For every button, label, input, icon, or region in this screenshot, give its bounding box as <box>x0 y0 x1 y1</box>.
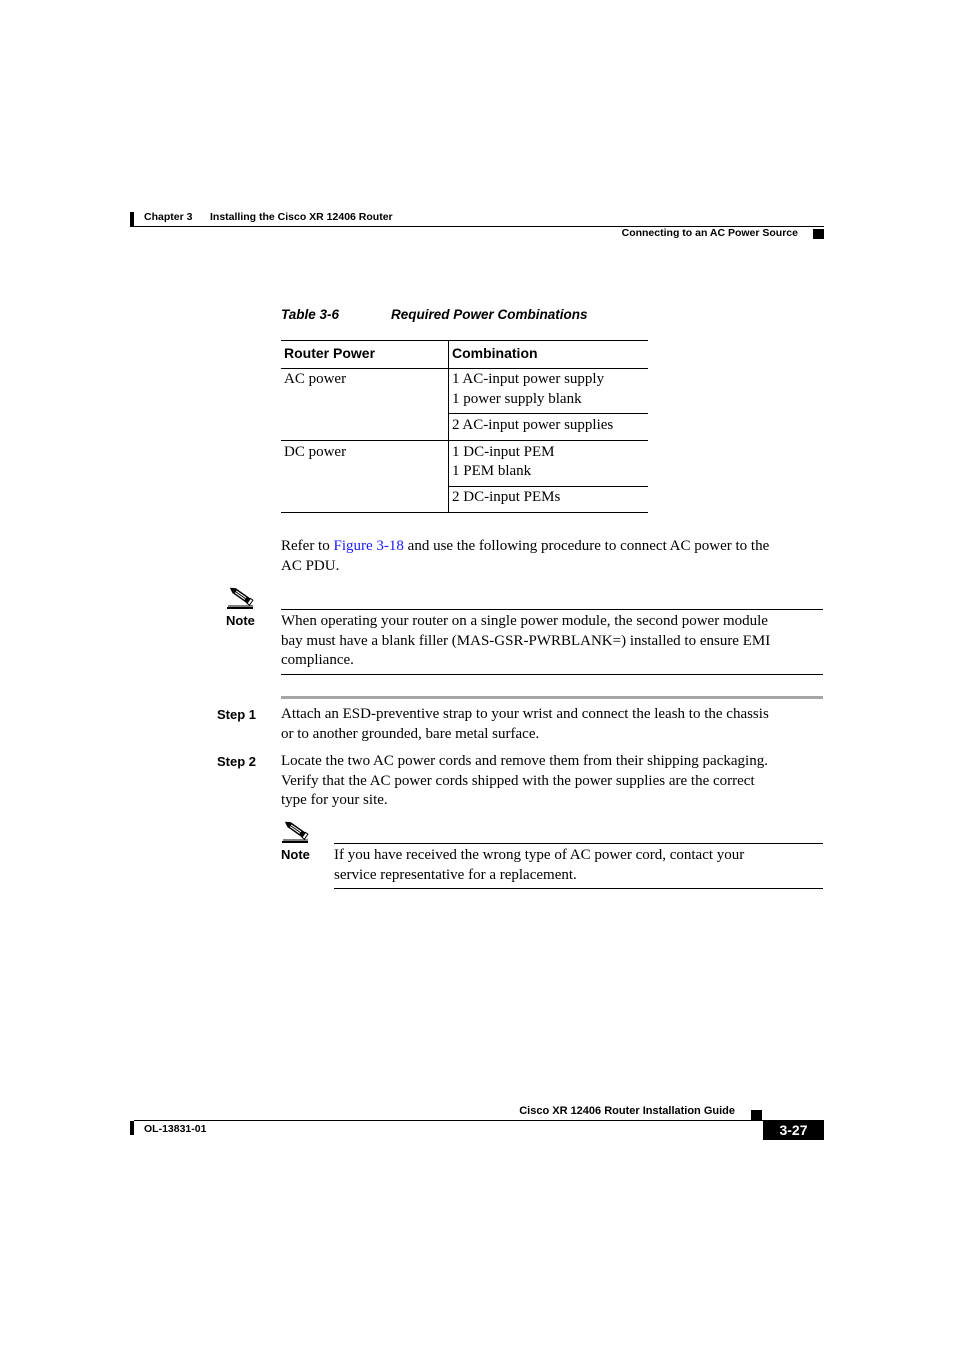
table-subrow-rule <box>449 413 648 414</box>
table-title: Required Power Combinations <box>391 307 588 322</box>
footer-left-bar <box>130 1121 134 1135</box>
footer-marker-square <box>751 1110 762 1120</box>
header-marker-square <box>813 229 824 239</box>
note-bottom-rule <box>281 674 823 675</box>
procedure-separator <box>281 696 823 699</box>
table-cell-combination: 1 power supply blank <box>452 390 582 407</box>
table-column-divider <box>448 340 449 513</box>
note-line: bay must have a blank filler (MAS-GSR-PWRBLANK=) installed to ensure EMI <box>281 632 771 649</box>
note-pencil-icon <box>226 586 254 610</box>
table-cell-combination: 2 AC-input power supplies <box>452 417 614 433</box>
note-line: When operating your router on a single power module, the second power module <box>281 613 768 629</box>
table-subrow-rule <box>449 486 648 487</box>
footer-doc-number: OL-13831-01 <box>144 1123 207 1135</box>
table-number: Table 3-6 <box>281 307 340 322</box>
table-cell-router-power: DC power <box>284 444 347 460</box>
note-bottom-rule <box>334 888 823 889</box>
table-cell-router-power: AC power <box>284 371 347 387</box>
step-line: or to another grounded, bare metal surface. <box>281 725 540 742</box>
note-label: Note <box>281 847 310 862</box>
intro-text: and use the following procedure to connect AC power to the <box>403 538 770 554</box>
column-header-router-power: Router Power <box>284 345 376 361</box>
note-text <box>281 612 826 671</box>
note-top-rule <box>281 609 823 610</box>
table-bottom-rule <box>281 512 648 513</box>
table-row-rule <box>281 440 648 441</box>
note-line: compliance. <box>281 652 354 668</box>
header-left-bar <box>130 212 134 227</box>
step-line: Locate the two AC power cords and remove them from their shipping packaging. <box>281 753 768 769</box>
note-line: service representative for a replacement. <box>334 866 577 883</box>
note-top-rule <box>334 843 823 844</box>
header-chapter-title: Installing the Cisco XR 12406 Router <box>210 211 393 223</box>
step-text <box>281 705 826 744</box>
table-cell-combination: 2 DC-input PEMs <box>452 489 561 505</box>
intro-paragraph <box>281 537 826 576</box>
intro-text: AC PDU. <box>281 557 340 574</box>
step-line: Verify that the AC power cords shipped with the power supplies are the correct <box>281 772 755 789</box>
step-label: Step 2 <box>217 754 257 769</box>
table-top-rule <box>281 340 648 341</box>
step-text <box>281 752 826 811</box>
step-line: type for your site. <box>281 792 388 808</box>
header-chapter: Chapter 3 <box>144 211 193 223</box>
table-cell-combination: 1 PEM blank <box>452 463 532 479</box>
table-cell-combination: 1 AC-input power supply <box>452 371 605 387</box>
header-section-title: Connecting to an AC Power Source <box>621 227 798 239</box>
note-label: Note <box>226 613 255 628</box>
page-number: 3-27 <box>763 1121 824 1140</box>
note-text <box>334 846 826 885</box>
table-header-rule <box>281 368 648 369</box>
footer-rule <box>134 1120 824 1121</box>
step-label: Step 1 <box>217 707 257 722</box>
figure-link[interactable]: Figure 3-18 <box>333 538 404 554</box>
column-header-combination: Combination <box>452 345 538 361</box>
intro-text: Refer to <box>281 538 334 554</box>
footer-guide-title: Cisco XR 12406 Router Installation Guide <box>519 1105 735 1117</box>
note-line: If you have received the wrong type of AC power cord, contact your <box>334 847 745 863</box>
note-pencil-icon <box>281 820 309 844</box>
step-line: Attach an ESD-preventive strap to your wrist and connect the leash to the chassis <box>281 706 769 722</box>
table-cell-combination: 1 DC-input PEM <box>452 444 555 460</box>
